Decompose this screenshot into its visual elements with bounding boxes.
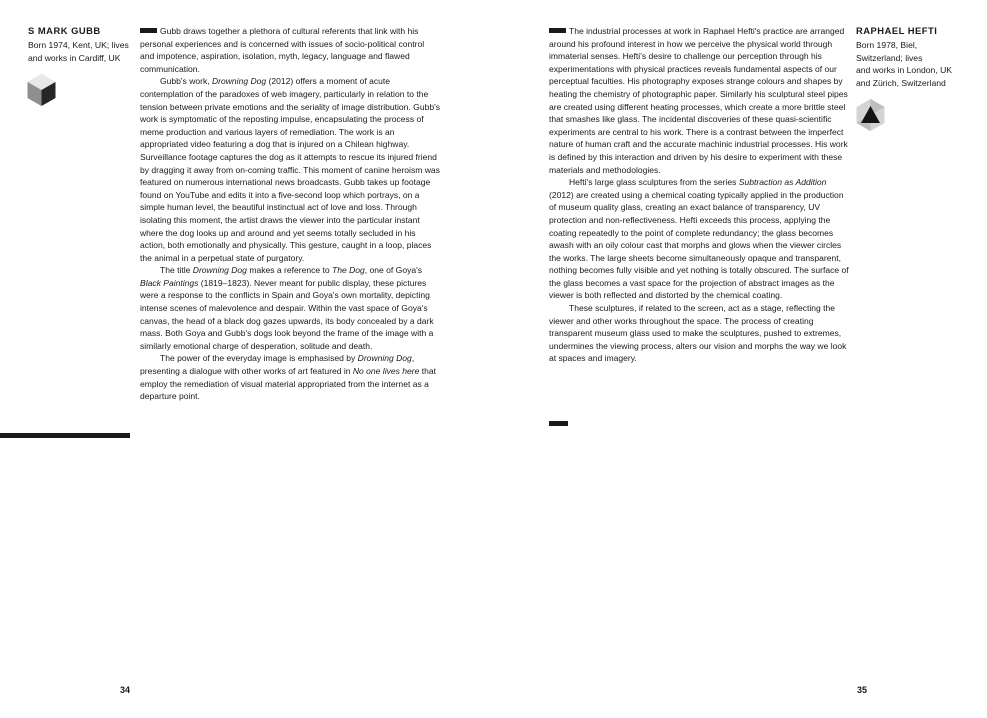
article-body xyxy=(549,25,849,365)
hexagon-cube-icon xyxy=(26,73,57,107)
paragraph-marker xyxy=(549,28,566,33)
italic-title: Subtraction as Addition xyxy=(738,177,827,188)
left-page xyxy=(0,0,493,718)
paragraph: The industrial processes at work in Raphael Hefti's practice are arranged around his profound interest in how we perceive the physical world through immaterial senses. Hefti's desire to challenge our perception through his experimentations with physical practices reveals fundamental aspects of our perceptual faculties. His photography exposes strange colours and shapes by heating the chemistry of photographic paper. Similarly his sculptural steel pipes are created using different heating processes, which create a more brittle steel that smashes like glass. The incidental discoveries of these quasi-scientific experiments are central to his work. There is a contrast between the imperfect nature of human craft and the accurate machinic industrial processes. His work is defined by this interaction and driven by his desire to experiment with these materials and methodologies. xyxy=(549,26,848,175)
artist-bio-line: Born 1978, Biel, xyxy=(856,40,918,50)
article-body xyxy=(140,25,440,403)
artist-bio-line: Born 1974, Kent, UK; lives xyxy=(28,40,129,50)
italic-title: Drowning Dog xyxy=(211,76,267,87)
paragraph: Gubb draws together a plethora of cultural referents that link with his personal experiences and is concerned with issues of socio-political control and impotence, aspiration, isolation, myth, legacy, language and flawed communication. xyxy=(140,26,425,74)
hexagon-triangle-icon xyxy=(855,98,886,132)
italic-title: Black Paintings xyxy=(140,277,199,288)
italic-title: Drowning Dog xyxy=(192,265,247,276)
section-divider-bar xyxy=(0,433,130,438)
italic-title: Drowning Dog xyxy=(357,353,412,364)
paragraph: The title Drowning Dog makes a reference to The Dog, one of Goya's Black Paintings (1819–1823). Never meant for public display, these pictures were a response to the conflicts in Spain and Goya's own mortality, depicting intense scenes of malevolence and despair. Within the vast space of Goya's canvas, the head of a black dog gazes upwards, its body concealed by a dark mass. Both Goya and Gubb's dogs look beyond the frame of the image with a similarly emotional charge of desperation, solitude and death. xyxy=(140,265,434,351)
artist-name: S MARK GUBB xyxy=(28,25,101,36)
artist-bio-line: and Zürich, Switzerland xyxy=(856,78,946,89)
italic-title: No one lives here xyxy=(352,366,420,377)
artist-bio-line: and works in Cardiff, UK xyxy=(28,52,121,63)
page-number: 34 xyxy=(120,685,131,695)
paragraph: The power of the everyday image is emphasised by Drowning Dog, presenting a dialogue with other works of art featured in No one lives here that employ the remediation of visual material appropriated from the internet as a departure point. xyxy=(140,353,437,402)
artist-bio-line: Switzerland; lives xyxy=(856,52,923,63)
paragraph: These sculptures, if related to the screen, act as a stage, reflecting the viewer and other works throughout the space. The process of creating transparent museum glass used to make the sculptures, pushed to extremes, undermines the viewing process, alters our vision and morphs the way we look at spaces and imagery. xyxy=(549,303,847,364)
section-end-marker xyxy=(549,421,568,426)
paragraph: Hefti's large glass sculptures from the series Subtraction as Addition (2012) are created using a chemical coating typically applied in the production of museum quality glass, creating an exact balance of transparency, UV protection and non-reflectiveness. Hefti exceeds this process, applying the coating repeatedly to the point of complete redundancy; the glass becomes awash with an oily colour cast that morphs and glows when the viewer circles the works. The large sheets become simultaneously opaque and transparent, nothing becomes fully visible and yet nothing is totally obscured. The surface of the glass becomes a vast space for the projection of abstract images as the viewer is both reflected and distorted by the chemical coating. xyxy=(549,177,849,301)
paragraph: Gubb's work, Drowning Dog (2012) offers a moment of acute contemplation of the paradoxes of web imagery, particularly in relation to the tension between private emotions and the seriality of image distribution. Gubb's work is symptomatic of the reposting impulse, encapsulating the process of meme production and various layers of remediation. The work is an appropriated video featuring a dog that is injured on a Chilean highway. Surveillance footage captures the dog as it attempts to rescue its injured friend by dragging it away from on-coming traffic. This moment of canine heroism was featured on numerous international news broadcasts. Gubb takes up footage found on YouTube and edits it into a five-second loop which portrays, on a simple human level, the beautiful instinctual act of love and loss. Through isolating this moment, the artist draws the viewer into the particular instant where the dog looks up and around and yet seems totally secluded in his action, both emotionally and physically. This gesture, caught in a loop, places the animal in a perpetual state of purgatory. xyxy=(140,76,440,263)
page-number: 35 xyxy=(857,685,868,695)
artist-bio xyxy=(28,39,129,64)
artist-bio-line: and works in London, UK xyxy=(856,65,953,76)
paragraph-marker xyxy=(140,28,157,33)
artist-name: RAPHAEL HEFTI xyxy=(856,25,938,36)
italic-title: The Dog xyxy=(332,265,365,276)
artist-bio xyxy=(856,39,952,90)
right-page xyxy=(494,0,987,718)
